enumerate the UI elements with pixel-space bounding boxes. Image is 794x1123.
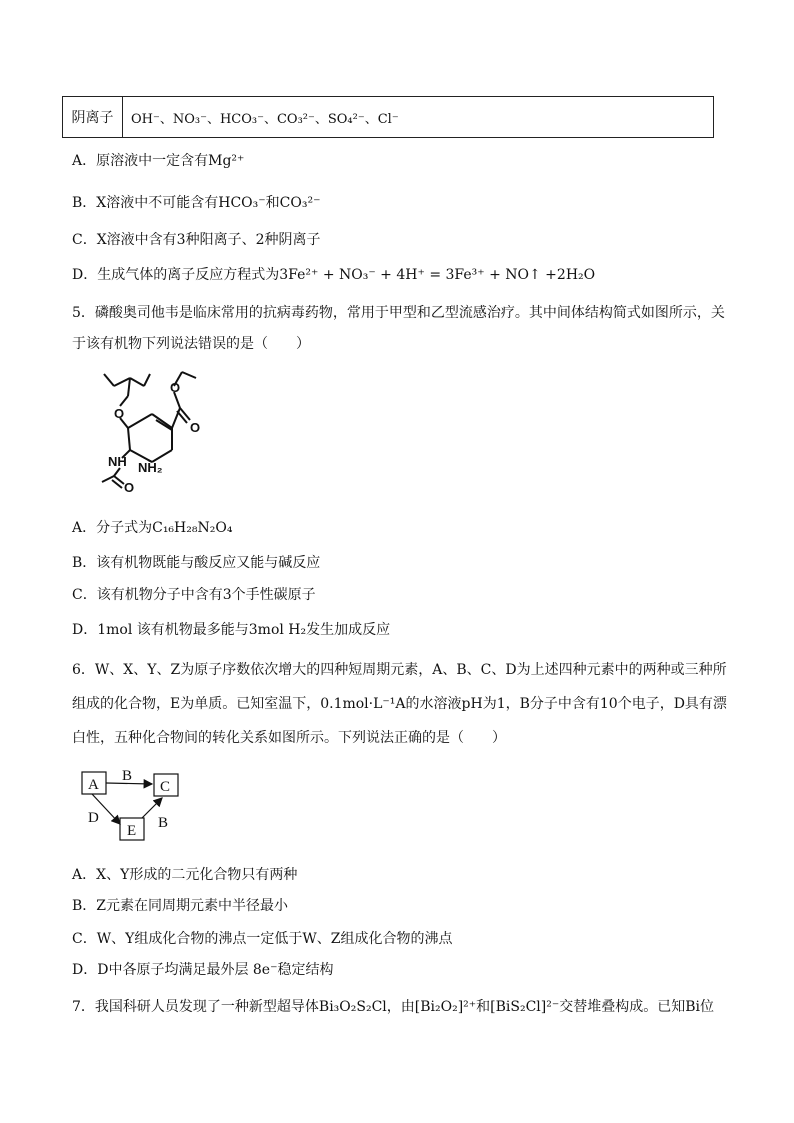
q6-option-c: C．W、Y组成化合物的沸点一定低于W、Z组成化合物的沸点 xyxy=(72,931,453,947)
ion-table-anions: OH⁻、NO₃⁻、HCO₃⁻、CO₃²⁻、SO₄²⁻、Cl⁻ xyxy=(131,111,399,127)
structure-amide-oxygen: O xyxy=(124,480,135,495)
q5-option-b: B．该有机物既能与酸反应又能与碱反应 xyxy=(72,555,321,571)
arrow-ac-label: B xyxy=(122,768,133,784)
q4-option-d: D．生成气体的离子反应方程式为3Fe²⁺ + NO₃⁻ + 4H⁺ = 3Fe³⁺ + NO↑ +2H₂O xyxy=(72,267,596,283)
q5-stem-line2: 于该有机物下列说法错误的是（ ） xyxy=(72,336,310,352)
q6-option-b: B．Z元素在同周期元素中半径最小 xyxy=(72,898,289,914)
q6-stem-line3: 白性，五种化合物间的转化关系如图所示。下列说法正确的是（ ） xyxy=(72,730,506,746)
q5-option-c: C．该有机物分子中含有3个手性碳原子 xyxy=(72,587,316,603)
structure-ether-oxygen: O xyxy=(114,406,125,421)
q5-structure-diagram xyxy=(90,362,220,502)
q5-stem-line1: 5．磷酸奥司他韦是临床常用的抗病毒药物，常用于甲型和乙型流感治疗。其中间体结构简式如图所示，关 xyxy=(72,305,725,321)
box-a-label: A xyxy=(88,777,99,793)
box-e-label: E xyxy=(127,823,137,839)
q6-option-d: D．D中各原子均满足最外层 8e⁻稳定结构 xyxy=(72,962,334,978)
structure-carbonyl-oxygen: O xyxy=(190,420,201,435)
structure-nh2-label: NH₂ xyxy=(138,460,163,475)
q7-stem-line1: 7．我国科研人员发现了一种新型超导体Bi₃O₂S₂Cl，由[Bi₂O₂]²⁺和[BiS₂Cl]²⁻交替堆叠构成。已知Bi位 xyxy=(72,999,715,1015)
arrow-ae-label: D xyxy=(88,810,99,826)
arrow-ec-label: B xyxy=(158,815,169,831)
q5-option-a: A．分子式为C₁₆H₂₈N₂O₄ xyxy=(72,520,233,536)
q6-option-a: A．X、Y形成的二元化合物只有两种 xyxy=(72,867,298,883)
ion-table-header: 阴离子 xyxy=(63,97,123,137)
structure-ester-oxygen: O xyxy=(170,380,181,395)
q5-option-d: D．1mol 该有机物最多能与3mol H₂发生加成反应 xyxy=(72,622,391,638)
ion-table xyxy=(62,96,714,138)
q4-option-a: A．原溶液中一定含有Mg²⁺ xyxy=(72,153,245,169)
structure-nh-label: NH xyxy=(108,454,127,469)
q4-option-c: C．X溶液中含有3种阳离子、2种阴离子 xyxy=(72,232,321,248)
q6-stem-line1: 6．W、X、Y、Z为原子序数依次增大的四种短周期元素，A、B、C、D为上述四种元素中的两种或三种所 xyxy=(72,662,727,678)
q6-conversion-diagram xyxy=(78,768,188,848)
box-c-label: C xyxy=(160,779,171,795)
q6-stem-line2: 组成的化合物，E为单质。已知室温下，0.1mol·L⁻¹A的水溶液pH为1，B分子中含有10个电子，D具有漂 xyxy=(72,696,727,712)
q4-option-b: B．X溶液中不可能含有HCO₃⁻和CO₃²⁻ xyxy=(72,195,321,211)
